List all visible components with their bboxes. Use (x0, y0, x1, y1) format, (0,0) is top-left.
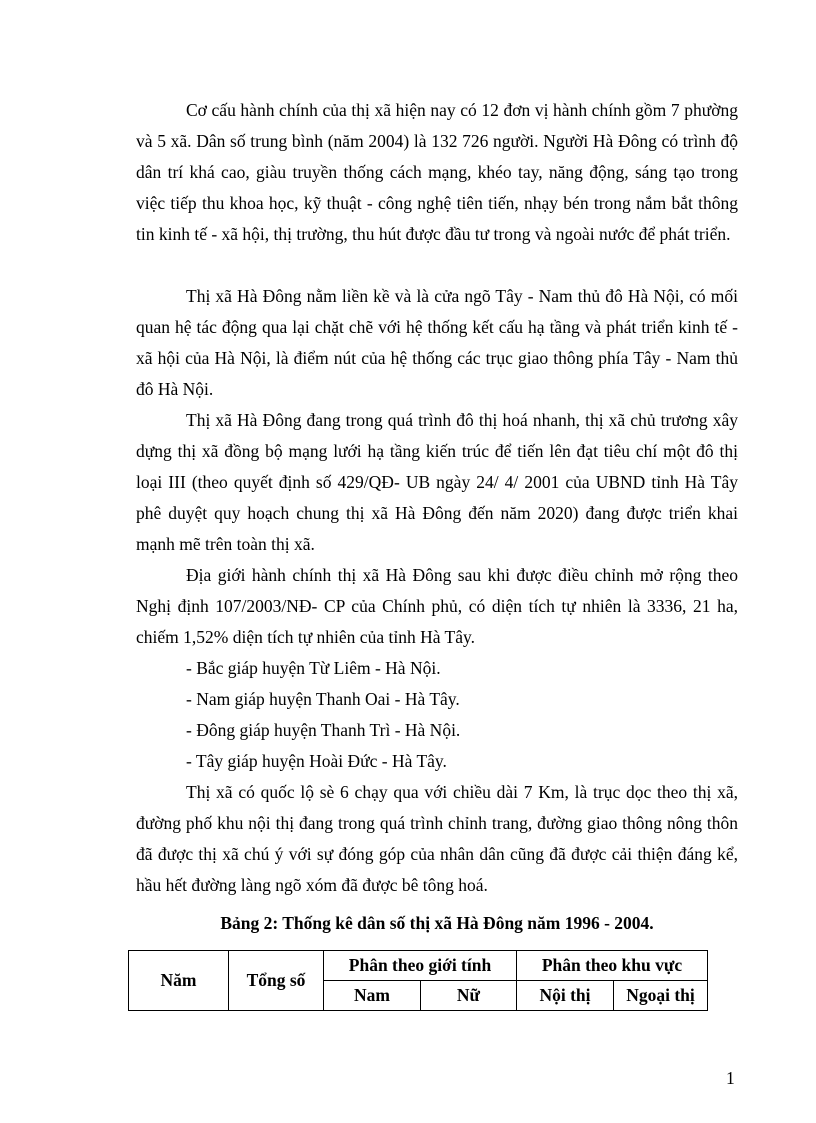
border-west: - Tây giáp huyện Hoài Đức - Hà Tây. (186, 751, 447, 771)
header-rural: Ngoại thị (614, 981, 708, 1011)
table-caption: Bảng 2: Thống kê dân số thị xã Hà Đông năm 1996 - 2004. (220, 913, 654, 933)
paragraph-urbanization: Thị xã Hà Đông đang trong quá trình đô thị hoá nhanh, thị xã chủ trương xây dựng thị xã đồng bộ mạng lưới hạ tầng kiến trúc để tiến lên đạt tiêu chí một đô thị loại III (theo quyết định số 429/QĐ- UB ngày 24/ 4/ 2001 của UBND tỉnh Hà Tây phê duyệt quy hoạch chung thị xã Hà Đông đến năm 2020) đang được triển khai mạnh mẽ trên toàn thị xã. (136, 410, 738, 554)
header-group-area: Phân theo khu vực (517, 951, 708, 981)
paragraph-transport: Thị xã có quốc lộ sè 6 chạy qua với chiều dài 7 Km, là trục dọc theo thị xã, đường phố khu nội thị đang trong quá trình chỉnh trang, đường giao thông nông thôn đã được thị xã chú ý với sự đóng góp của nhân dân cũng đã được cải thiện đáng kể, hầu hết đường làng ngõ xóm đã được bê tông hoá. (136, 782, 738, 895)
header-female: Nữ (421, 981, 517, 1011)
paragraph-administrative-boundary: Địa giới hành chính thị xã Hà Đông sau khi được điều chỉnh mở rộng theo Nghị định 107/2003/NĐ- CP của Chính phủ, có diện tích tự nhiên là 3336, 21 ha, chiếm 1,52% diện tích tự nhiên của tỉnh Hà Tây. (136, 565, 738, 647)
population-table (128, 950, 708, 1011)
header-total: Tổng số (229, 951, 324, 1011)
header-urban: Nội thị (517, 981, 614, 1011)
border-south: - Nam giáp huyện Thanh Oai - Hà Tây. (186, 689, 460, 709)
header-year: Năm (129, 951, 229, 1011)
border-north: - Bắc giáp huyện Từ Liêm - Hà Nội. (186, 658, 441, 678)
header-group-gender: Phân theo giới tính (324, 951, 517, 981)
header-male: Nam (324, 981, 421, 1011)
border-east: - Đông giáp huyện Thanh Trì - Hà Nội. (186, 720, 461, 740)
paragraph-location: Thị xã Hà Đông nằm liền kề và là cửa ngõ Tây - Nam thủ đô Hà Nội, có mối quan hệ tác động qua lại chặt chẽ với hệ thống kết cấu hạ tầng và phát triển kinh tế - xã hội của Hà Nội, là điểm nút của hệ thống các trục giao thông phía Tây - Nam thủ đô Hà Nội. (136, 286, 738, 399)
page-number: 1 (726, 1068, 735, 1088)
paragraph-administrative-structure: Cơ cấu hành chính của thị xã hiện nay có 12 đơn vị hành chính gồm 7 phường và 5 xã. Dân số trung bình (năm 2004) là 132 726 người. Người Hà Đông có trình độ dân trí khá cao, giàu truyền thống cách mạng, khéo tay, năng động, sáng tạo trong việc tiếp thu khoa học, kỹ thuật - công nghệ tiên tiến, nhạy bén trong nắm bắt thông tin kinh tế - xã hội, thị trường, thu hút được đầu tư trong và ngoài nước để phát triển. (136, 100, 738, 244)
